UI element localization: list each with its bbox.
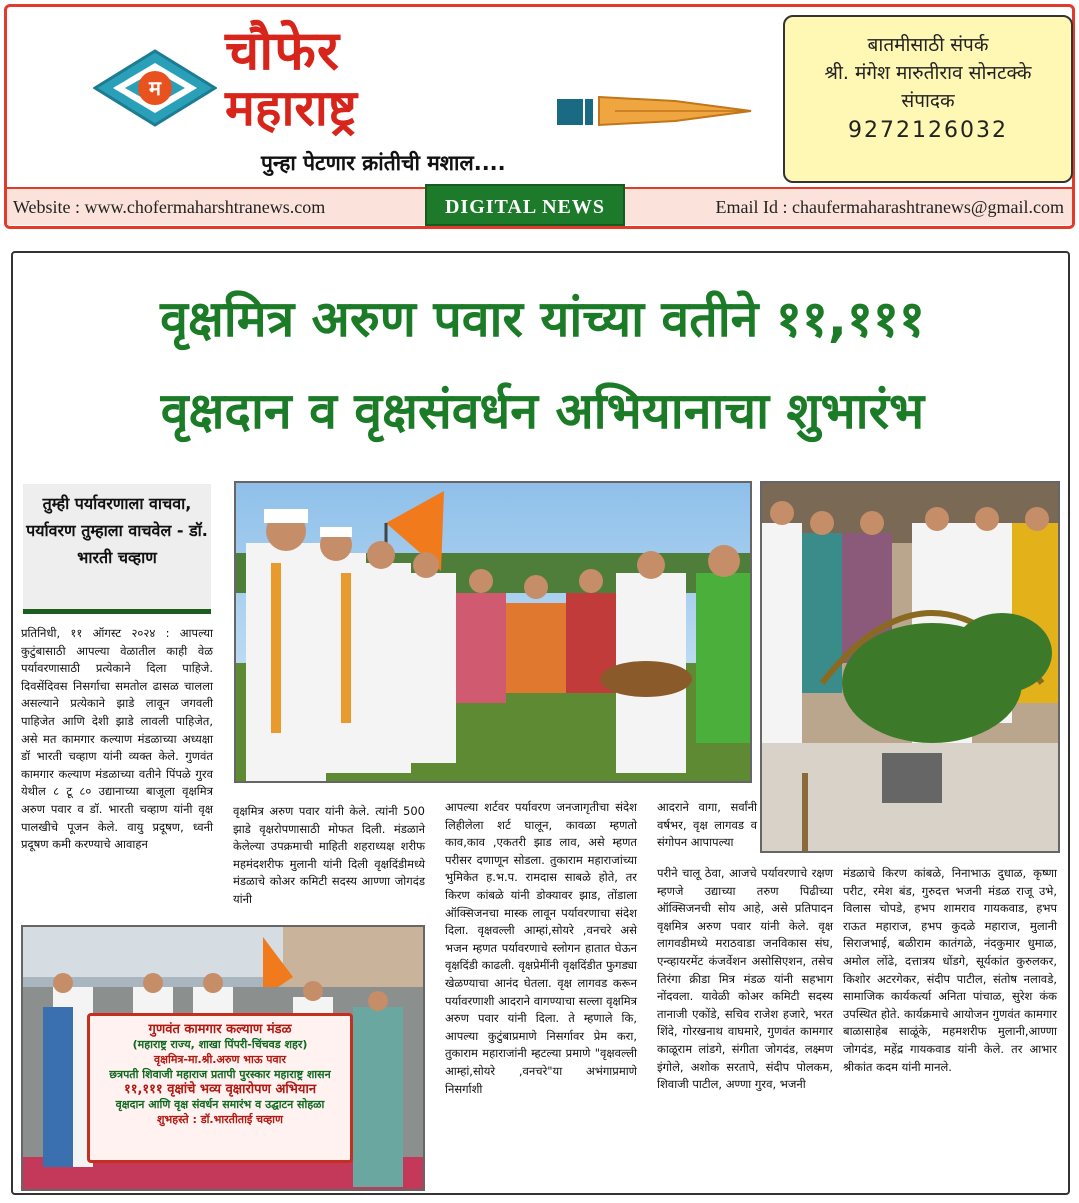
photo-plantation-crowd [234, 481, 752, 783]
article-column-1 [21, 625, 213, 854]
banner-line7: शुभहस्ते : डॉ.भारतीताई चव्हाण [157, 1113, 283, 1126]
article-column-4-top [657, 799, 757, 852]
masthead [4, 4, 1075, 229]
headline-line1: वृक्षमित्र अरुण पवार यांच्या वतीने ११,१११ [160, 290, 925, 348]
masthead-logo-icon [93, 49, 217, 127]
banner-line2: (महाराष्ट्र राज्य, शाखा पिंपरी-चिंचवड शहर) [132, 1038, 308, 1051]
article-column-3 [445, 799, 637, 1098]
contact-box [783, 15, 1073, 183]
column-2-text: वृक्षमित्र अरुण पवार यांनी केले. त्यांनी 500 झाडे वृक्षरोपणासाठी मोफत दिली. मंडळाने केलेल्या उपक्रमाची माहिती शहराध्यक्ष शरीफ महमंदशरीफ मुलानी यांनी दिली वृक्षदिंडीमध्ये मंडळाचे कोअर कमिटी सदस्य आण्णा जोगदंड यांनी [233, 804, 425, 906]
banner-line6: वृक्षदान आणि वृक्ष संवर्धन समारंभ व उद्घाटन सोहळा [115, 1098, 325, 1111]
column-4-top-text: आदराने वागा, सर्वांनी वर्षभर, वृक्ष लागवड व संगोपन आपापल्या [657, 800, 757, 850]
banner-line4: छत्रपती शिवाजी महाराज प्रतापी पुरस्कार महाराष्ट्र शासन [109, 1068, 331, 1081]
headline-line2: वृक्षदान व वृक्षसंवर्धन अभियानाचा शुभारंभ [160, 382, 925, 440]
brand-line2: महाराष्ट्र [225, 78, 357, 137]
event-banner [87, 1013, 353, 1163]
contact-phone[interactable]: 9272126032 [848, 118, 1008, 143]
contact-heading: बातमीसाठी संपर्क [867, 34, 989, 56]
article-column-5 [843, 865, 1057, 1076]
email-link[interactable]: Email Id : chaufermaharashtranews@gmail.com [715, 197, 1064, 217]
website-link[interactable]: Website : www.chofermaharshtranews.com [13, 197, 326, 217]
tagline: पुन्हा पेटणार क्रांतीची मशाल.... [261, 151, 506, 175]
subheadline: तुम्ही पर्यावरणाला वाचवा, पर्यावरण तुम्हाला वाचवेल - डॉ. भारती चव्हाण [23, 484, 211, 614]
photo-tree-palkhi [760, 481, 1060, 853]
brand-line1: चौफेर [225, 18, 340, 82]
editor-role: संपादक [901, 90, 955, 112]
photo-tree-palkhi-image [762, 483, 1060, 853]
banner-line3: वृक्षमित्र-मा.श्री.अरुण भाऊ पवार [153, 1053, 286, 1066]
photo-plantation-crowd-image [236, 483, 752, 783]
editor-name: श्री. मंगेश मारुतीराव सोनटक्के [824, 62, 1032, 84]
article [11, 251, 1070, 1195]
column-5-text: मंडळाचे किरण कांबळे, निनाभाऊ दुधाळ, कृष्णा परीट, रमेश बंड, गुरुदत्त भजनी मंडळ राजू उभे, विलास चोपडे, हभप शामराव गायकवाड, हभप राऊत महाराज, हभप कुदळे महाराज, मुलानी सिराजभाई, बळीराम कातंगळे, नंदकुमार धुमाळ, अमोल लोंढे, दत्तात्रय धोंडगे, सूर्यकांत कुरुलकर, किशोर अटरगेकर, संदीप पाटील, संतोष नलावडे, सामाजिक कार्यकर्त्या अनिता पांचाळ, सुरेश कंक उपस्थित होते. कार्यक्रमाचे आयोजन गुणवंत कामगार बाळासाहेब साळूंके, महमशरीफ मुलानी,आण्णा जोगदंड, महेंद्र गायकवाड यांनी केले. तर आभार श्रीकांत कदम यांनी मानले. [843, 866, 1057, 1074]
banner-line5: ११,१११ वृक्षांचे भव्य वृक्षारोपण अभियान [123, 1082, 317, 1097]
column-3-text: आपल्या शर्टवर पर्यावरण जनजागृतीचा संदेश लिहीलेला शर्ट घालून, कावळा म्हणतो काव,काव ,एकतरी झाड लाव, असे म्हणत परीसर दणाणून सोडला. तुकाराम महाराजांच्या भुमिकेत ह.भ.प. रामदास साबळे होते, तर किरण कांबळे यांनी डोक्यावर झाड, तोंडाला ऑक्सिजनचा मास्क लावून पर्यावरणाचा संदेश दिला. वृक्षवल्ली आम्हां,सोयरे ,वनचरे असे भजन म्हणत पर्यावरणाचे स्लोगन हातात घेऊन वृक्षदिंडी काढली. वृक्षप्रेमींनी वृक्षदिंडीत फुगड्या खेळण्याचा आनंद घेतला. वृक्ष लागवड करून पर्यावरणाशी आदराने वागण्याचा सल्ला वृक्षमित्र अरुण पवार यांनी दिला. ते म्हणाले कि, आपल्या कुटुंबाप्रमाणे निसर्गावर प्रेम करा, तुकाराम महाराजांनी म्हटल्या प्रमाणे "वृक्षवल्ली आम्हां,सोयरे ,वनचरे"या अभंगाप्रमाणे निसर्गाशी [445, 800, 637, 1096]
column-4-text: परीने चालू ठेवा, आजचे पर्यावरणाचे रक्षण म्हणजे उद्याच्या तरुण पिढीच्या ऑक्सिजनची सोय आहे, असे प्रतिपादन वृक्षमित्र अरुण पवार यांनी केले. वृक्ष लागवडीमध्ये मराठवाडा जनविकास संघ, एन्व्हायरमेंट कंजर्वेशन असोसिएशन, तसेच तिरंगा क्रीडा मित्र मंडळ यांनी सहभाग नोंदवला. यावेळी कोअर कमिटी सदस्य तानाजी एकोंडे, सचिव राजेश हजारे, भरत शिंदे, गोरखनाथ वाघमारे, गुणवंत कामगार काळूराम लांडगे, संगीता जोगदंड, लक्ष्मण इंगोले, अशोक सरतापे, संदीप पोलकम, शिवाजी पाटील, अण्णा गुरव, भजनी [657, 866, 833, 1092]
article-column-4 [657, 865, 833, 1094]
pen-nib-icon [555, 91, 755, 131]
photo-procession-banner [21, 925, 425, 1191]
logo-letter: म [149, 76, 161, 100]
banner-line1: गुणवंत कामगार कल्याण मंडळ [148, 1022, 292, 1037]
column-1-text: प्रतिनिधी, ११ ऑगस्ट २०२४ : आपल्या कुटुंबासाठी आपल्या वेळातील काही वेळ पर्यावरणासाठी प्रत्येकाने दिला पाहिजे. दिवसेंदिवस निसर्गाचा समतोल ढासळ चालला असल्याने प्रत्येकाने झाडे लावून जगवली पाहिजेत आणि देशी झाडे लावली पाहिजेत, असे मत कामगार कल्याण मंडळाच्या अध्यक्षा डॉ भारती चव्हाण यांनी व्यक्त केले. गुणवंत कामगार कल्याण मंडळाच्या वतीने पिंपळे गुरव येथील ८ टू ८० उद्यानाच्या बाजूला वृक्षमित्र अरुण पवार व डॉ. भारती चव्हाण यांनी वृक्ष पालखीचे पूजन केले. वायु प्रदूषण, ध्वनी प्रदूषण कमी करण्याचे आवाहन [21, 626, 213, 852]
article-column-2 [233, 803, 425, 909]
digital-news-badge: DIGITAL NEWS [425, 184, 625, 226]
